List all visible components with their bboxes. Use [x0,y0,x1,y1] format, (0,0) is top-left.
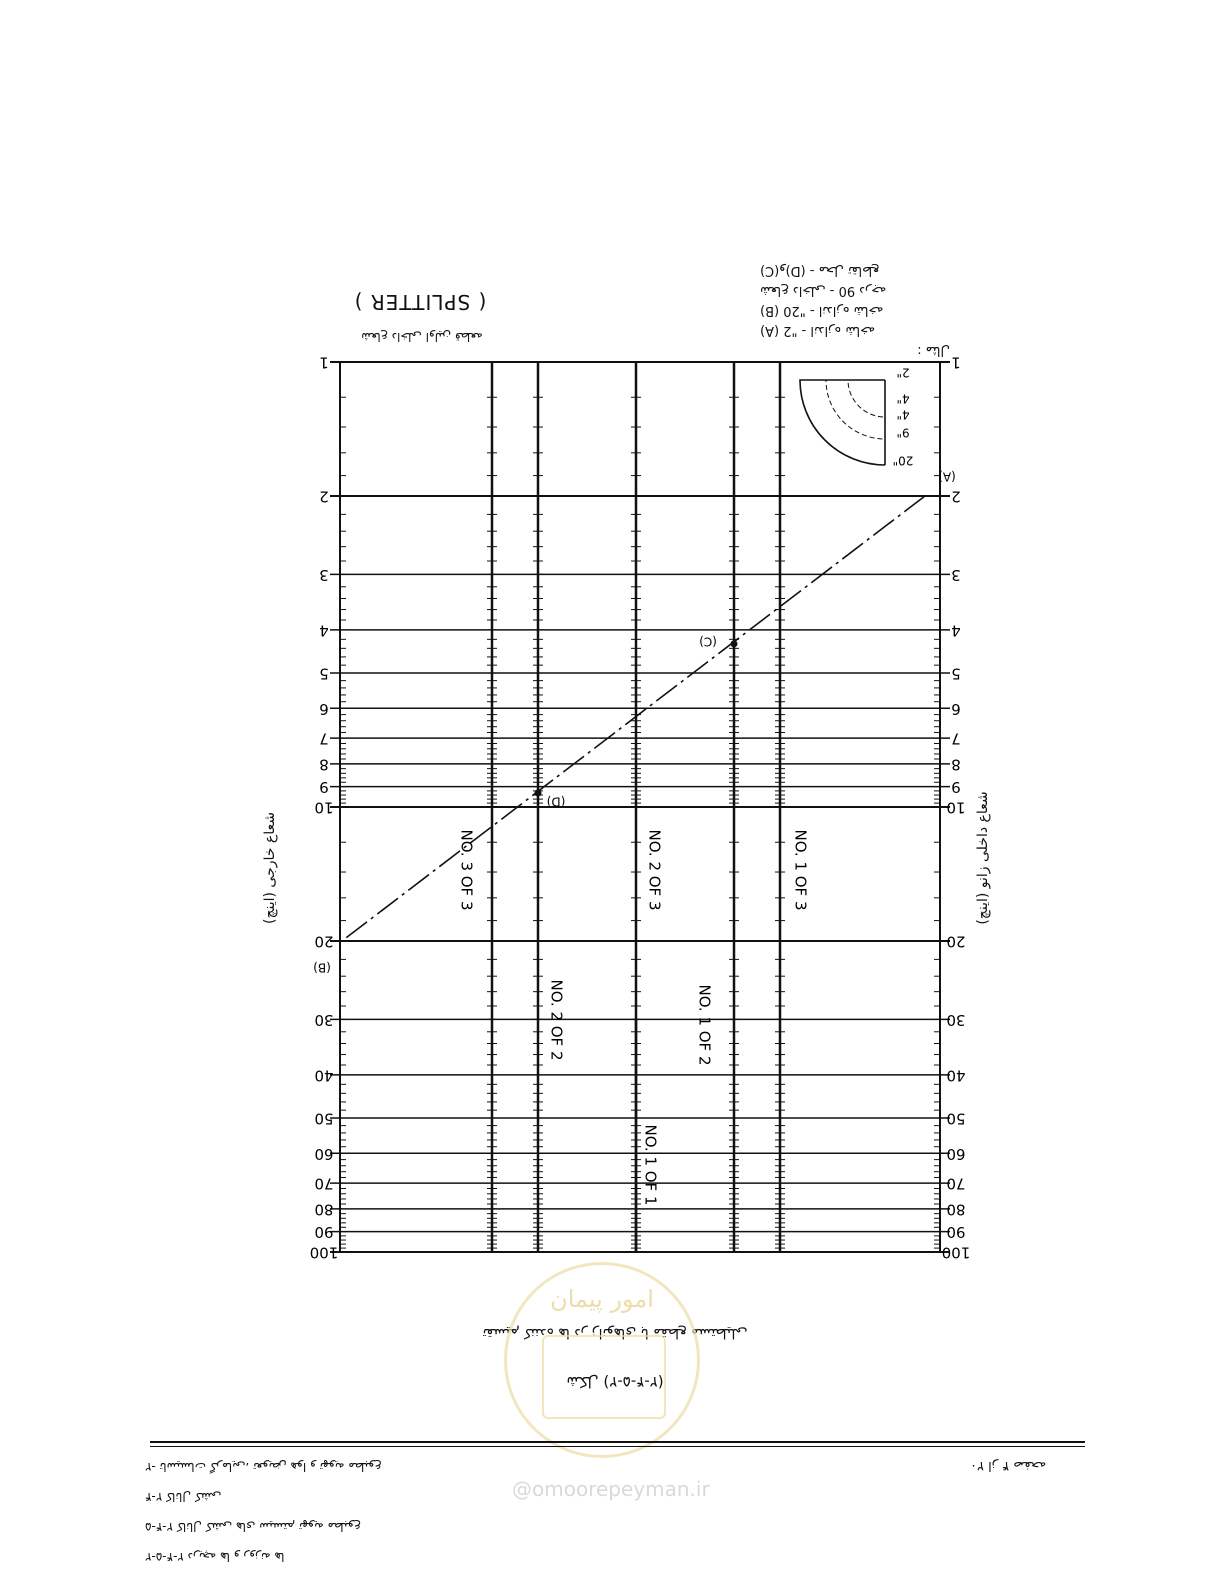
scale-labels [458,829,810,1205]
scale-label: NO. 2 OF 3 [645,829,664,911]
note-line-a: (A) 2" - اندازه شاخه [760,323,876,338]
tick-label-right: 6 [951,699,961,718]
tick-label-right: 70 [946,1174,966,1193]
notes-title: مثال : [917,343,950,358]
scale-label: NO. 3 OF 3 [457,829,476,911]
tick-label-left: 5 [319,664,329,683]
tick-label-right: 30 [946,1010,966,1029]
inset-dimension-label: 4" [896,407,910,422]
tick-label-right: 40 [946,1066,966,1085]
tick-label-right: 5 [951,664,961,683]
left-scale-label: شعاع داخلی اولین قطعه [361,330,483,344]
solution-dashed-line [342,496,925,941]
gear-icon [542,1335,666,1419]
tick-label-left: 9 [319,778,329,797]
tick-label-left: 6 [319,699,329,718]
point-label: (C) [699,634,717,649]
tick-label-left: 1 [319,353,329,372]
elbow-splitter-1 [848,380,885,417]
watermark-url-text: omoorepeyman.ir [532,1477,710,1501]
figure-caption-line2: شکل (۲-۵-۴-۲) [566,1373,664,1391]
intersection-point [535,789,542,796]
footer-line-4: ۲- تاسیسات گرمایی، تعویض هوا و تهویه مطبوع [145,1460,382,1474]
inset-dimension-label: 9" [896,425,910,440]
tick-label-left: 8 [319,755,329,774]
tick-label-left: 20 [314,932,334,951]
inset-dimension-label: 20" [892,453,914,468]
tick-label-right: 50 [946,1109,966,1128]
inset-dimension-label: 4" [896,391,910,406]
point-label: (A) [938,469,956,484]
tick-label-left: 50 [314,1109,334,1128]
elbow-splitter-2 [826,380,885,439]
tick-label-right: 20 [946,932,966,951]
tick-label-right: 9 [951,778,961,797]
scale-label: NO. 1 OF 2 [695,984,714,1066]
scale-label: NO. 1 OF 1 [641,1124,660,1206]
footer-rule-2 [150,1446,1085,1447]
tick-label-right: 4 [951,621,961,640]
tick-label-right: 90 [946,1223,966,1242]
footer-line-1: ۲-۴-۵-۲ دریچه ها و روزنه ها [145,1550,285,1564]
note-line-b: (B) 20" - اندازه شاخه [760,303,884,318]
footer-breadcrumb [145,1452,505,1572]
tick-label-right: 80 [946,1200,966,1219]
scale-label: NO. 2 OF 2 [547,979,566,1061]
tick-label-right: 7 [951,729,961,748]
tick-label-right: 3 [951,565,961,584]
tick-label-right: 2 [951,487,961,506]
tick-label-left: 60 [314,1144,334,1163]
footer-rule-1 [150,1441,1085,1443]
inset-dimension-label: 2" [896,365,910,380]
figure-caption-line1: تقسیم کننده ها در زانوهای با مقطع مستطیلی [482,1325,748,1341]
tick-label-right: 8 [951,755,961,774]
intersection-point [731,640,738,647]
tick-label-left: 2 [319,487,329,506]
tick-label-left: 4 [319,621,329,640]
tick-label-right: 100 [941,1243,971,1262]
tick-label-left: 10 [314,798,334,817]
watermark-logo [504,1262,700,1458]
elbow-outer [800,380,885,465]
tick-label-left: 90 [314,1223,334,1242]
right-axis-title: شعاع داخلی زانو (اینچ) [975,791,991,925]
tick-label-left: 80 [314,1200,334,1219]
chart-title: ( SPLITTER ) [353,290,487,314]
note-line-d: (C)و(D) - محل تقاطع [760,263,880,278]
tick-label-left: 40 [314,1066,334,1085]
point-label: (D) [546,794,566,809]
tick-label-right: 60 [946,1144,966,1163]
note-line-c: شعاع داخلی - 90 درجه [760,283,887,298]
footer-line-3: ۲-۴ کانال کشی [145,1490,222,1504]
tick-label-left: 70 [314,1174,334,1193]
tick-label-left: 7 [319,729,329,748]
inset-diagram [800,366,913,468]
tick-label-left: 3 [319,565,329,584]
point-label: (B) [313,960,331,975]
footer-line-2: ۲-۴-۵ کانال کشی های سیستم تهویه مطبوع [145,1520,361,1534]
footer-page-number: ۲۰ از ۴ صفحه [970,1458,1047,1473]
tick-label-left: 100 [309,1243,339,1262]
watermark-url: @omoorepeyman.ir [512,1477,710,1501]
tick-label-left: 30 [314,1010,334,1029]
watermark-logo-text: امور پیمان [550,1285,654,1313]
left-axis-title: شعاع خارجی (اینچ) [262,812,278,924]
scale-label: NO. 1 OF 3 [791,829,810,911]
tick-label-right: 1 [951,353,961,372]
tick-label-right: 10 [946,798,966,817]
solution-line [313,469,956,974]
